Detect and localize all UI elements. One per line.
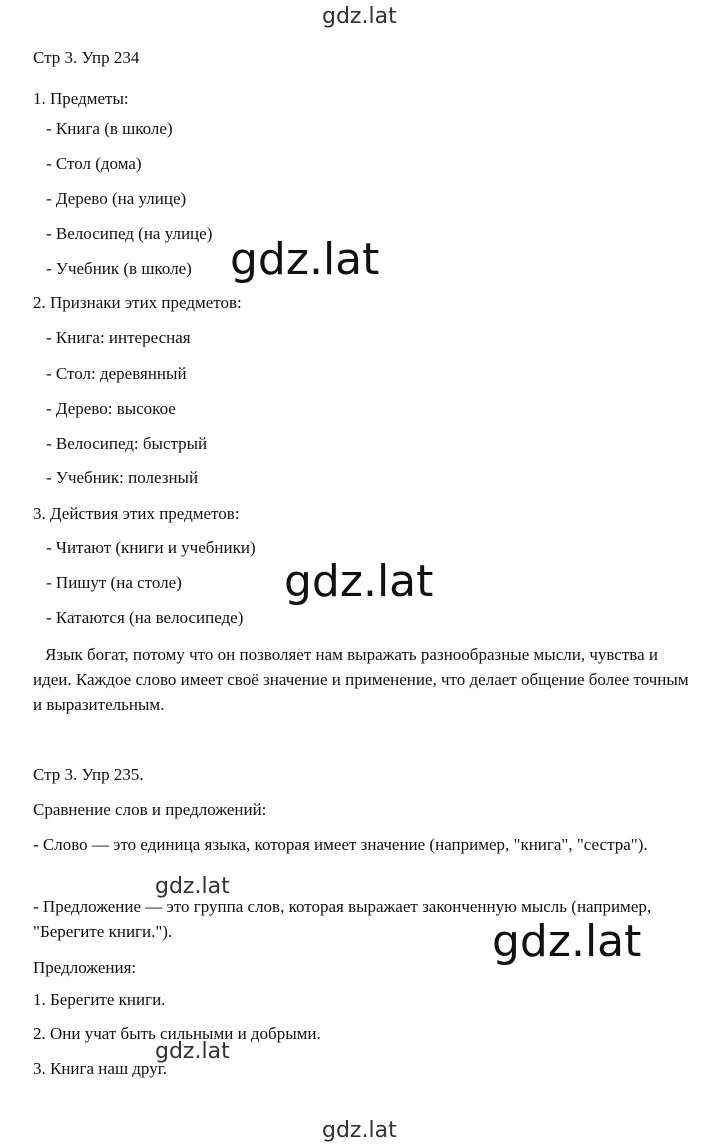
watermark-small: gdz.lat: [155, 874, 230, 899]
conclusion-paragraph: [33, 642, 693, 717]
list-item: 1. Берегите книги.: [33, 990, 166, 1009]
list-item: 2. Они учат быть сильными и добрыми.: [33, 1024, 321, 1043]
list-item: - Дерево (на улице): [46, 189, 187, 208]
watermark-large: gdz.lat: [284, 556, 434, 607]
list-item: - Пишут (на столе): [46, 573, 182, 592]
comparison-intro: Сравнение слов и предложений:: [33, 800, 267, 819]
exercise-234-title: Стр 3. Упр 234: [33, 48, 140, 67]
list-item: - Учебник: полезный: [46, 468, 199, 487]
section-heading-objects: 1. Предметы:: [33, 89, 129, 108]
section-heading-attributes: 2. Признаки этих предметов:: [33, 293, 242, 312]
list-item: - Велосипед: быстрый: [46, 434, 208, 453]
word-definition: - Слово — это единица языка, которая имеет значение (например, "книга", "сестра").: [33, 835, 648, 854]
list-item: - Велосипед (на улице): [46, 224, 213, 243]
watermark-top: gdz.lat: [322, 4, 397, 29]
watermark-large: gdz.lat: [230, 234, 380, 285]
list-item: - Учебник (в школе): [46, 259, 192, 278]
list-item: - Книга (в школе): [46, 119, 173, 138]
list-item: 3. Книга наш друг.: [33, 1059, 168, 1078]
list-item: - Катаются (на велосипеде): [46, 608, 244, 627]
watermark-large: gdz.lat: [492, 916, 642, 967]
sentence-definition: - Предложение — это группа слов, которая выражает законченную мысль (например, "Берегите книги.").: [33, 897, 652, 941]
list-item: - Читают (книги и учебники): [46, 538, 256, 557]
section-heading-actions: 3. Действия этих предметов:: [33, 504, 240, 523]
list-item: - Книга: интересная: [46, 328, 191, 347]
exercise-235-title: Стр 3. Упр 235.: [33, 765, 144, 784]
conclusion-text: Язык богат, потому что он позволяет нам выражать разнообразные мысли, чувства и идеи. Каждое слово имеет своё значение и применение, что делает общение более точным и выразительным.: [33, 645, 689, 714]
sentences-heading: Предложения:: [33, 958, 137, 977]
watermark-bottom: gdz.lat: [322, 1118, 397, 1143]
watermark-small: gdz.lat: [155, 1039, 230, 1064]
list-item: - Стол: деревянный: [46, 364, 187, 383]
list-item: - Стол (дома): [46, 154, 142, 173]
list-item: - Дерево: высокое: [46, 399, 176, 418]
